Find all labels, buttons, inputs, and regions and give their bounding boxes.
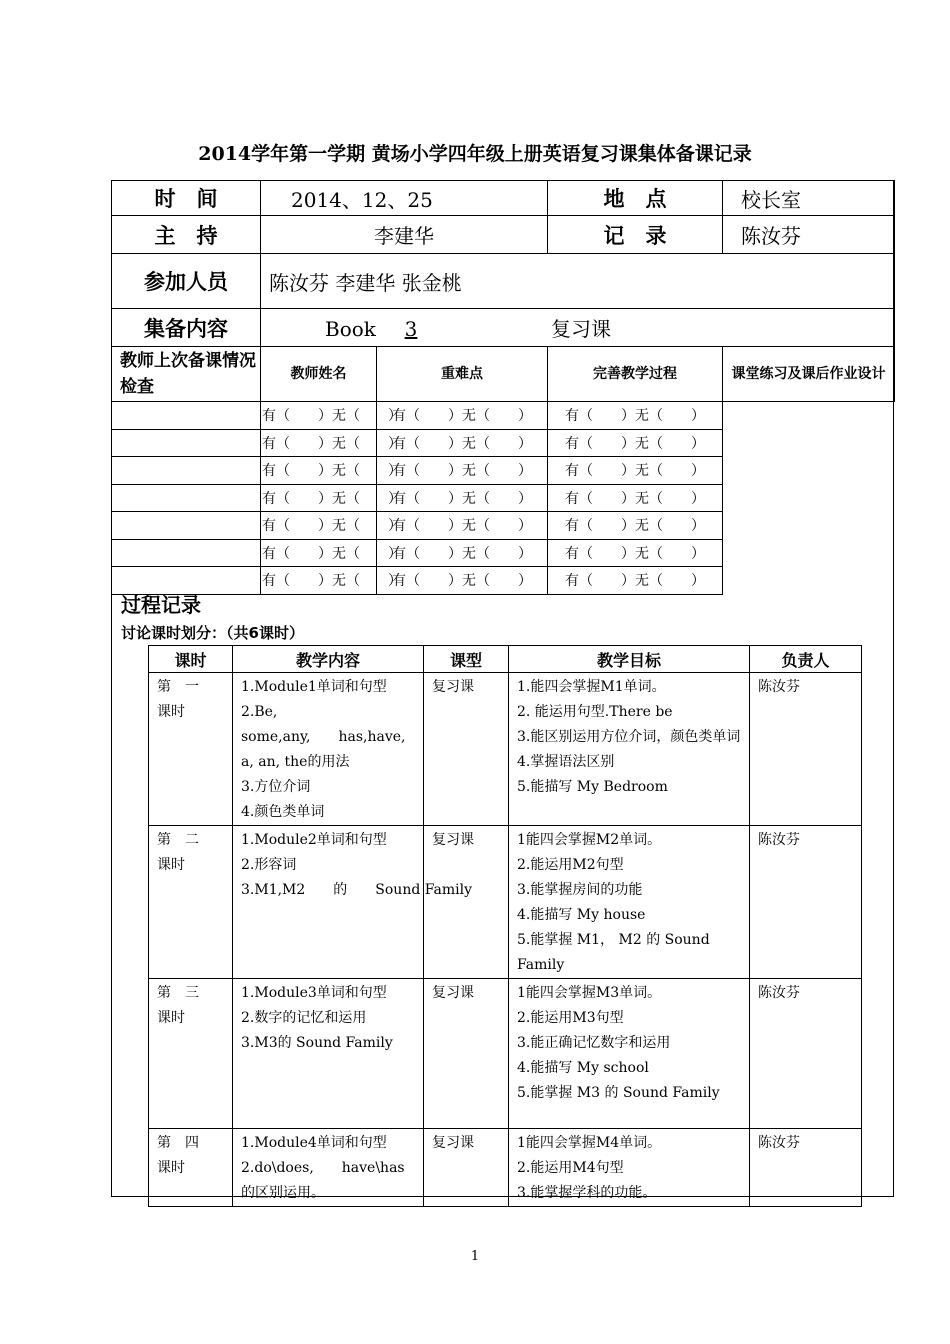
schedule-header-content: 教学内容 [233,646,424,673]
lesson-period: 第 一 课时 [149,673,233,826]
lesson-content-line: 2.Be, [241,704,278,720]
lesson-content-line: 3.方位介词 [241,779,311,795]
book-label: Book [325,317,376,341]
schedule-table [148,645,862,1207]
lesson-goal-line: 1能四会掌握M2单词。 [517,832,662,848]
lesson-goal-line: 2.能运用M3句型 [517,1010,624,1026]
check-row [112,512,895,540]
lesson-goal-line: 1能四会掌握M4单词。 [517,1135,662,1151]
lesson-type: 复习课 [424,826,509,979]
lesson-owner: 陈汝芬 [750,826,862,979]
lesson-row [149,673,862,826]
check-teacher-name [112,429,261,457]
content-label: 集备内容 [112,309,261,347]
recorder-label: 记 录 [548,216,723,254]
lesson-content-line: 3.M3的 Sound Family [241,1035,393,1051]
lesson-content [233,673,424,826]
content-value [261,309,895,347]
schedule-header-period: 课时 [149,646,233,673]
lesson-goal-line: 1.能四会掌握M1单词。 [517,679,666,695]
lesson-goal-line: 4.掌握语法区别 [517,754,615,770]
check-header-homework: 课堂练习及课后作业设计 [723,347,895,402]
lesson-goals [509,1129,750,1207]
lesson-owner: 陈汝芬 [750,673,862,826]
lesson-goal-line: 1能四会掌握M3单词。 [517,985,662,1001]
check-yes-no: 有（ ）无（ ） [261,512,377,540]
check-yes-no: 有（ ）无（ ） [261,402,377,430]
check-row [112,484,895,512]
check-yes-no: 有（ ）无（ ） [377,429,548,457]
lesson-goals [509,673,750,826]
check-yes-no: 有（ ）无（ ） [377,484,548,512]
lesson-goal-line: 3.能正确记忆数字和运用 [517,1035,671,1051]
lesson-content-line: 2.数字的记忆和运用 [241,1010,367,1026]
participants-value: 陈汝芬 李建华 张金桃 [261,254,895,309]
lesson-content-line: 1.Module1单词和句型 [241,679,387,695]
lesson-goal-line: 4.能描写 My house [517,907,646,923]
lesson-content [233,979,424,1129]
check-teacher-name [112,457,261,485]
lesson-content-line: 2.形容词 [241,857,297,873]
lesson-content-line: 4.颜色类单词 [241,804,325,820]
book-number: 3 [404,317,418,341]
lesson-type: 复习课 [424,979,509,1129]
check-header-teacher: 教师姓名 [261,347,377,402]
lesson-goals [509,826,750,979]
check-table [111,346,895,595]
check-row [112,567,895,595]
lesson-content-line: 1.Module4单词和句型 [241,1135,387,1151]
lesson-content-line: 的区别运用。 [241,1185,325,1201]
page-title: 2014学年第一学期 黄场小学四年级上册英语复习课集体备课记录 [198,143,752,165]
lesson-content-line: 2.do\does, have\has [241,1160,405,1176]
lesson-period: 第 二 课时 [149,826,233,979]
page-number: 1 [470,1249,480,1264]
check-yes-no: 有（ ）无（ ） [261,457,377,485]
lesson-content [233,1129,424,1207]
participants-label: 参加人员 [112,254,261,309]
process-subtitle: 讨论课时划分：（共6课时） [121,624,304,642]
lesson-owner: 陈汝芬 [750,979,862,1129]
schedule-header-type: 课型 [424,646,509,673]
check-yes-no: 有（ ）无（ ） [377,402,548,430]
time-label: 时 间 [112,181,261,216]
check-header-process: 完善教学过程 [548,347,723,402]
process-title: 过程记录 [121,593,201,617]
check-yes-no: 有（ ）无（ ） [548,539,723,567]
lesson-row [149,826,862,979]
host-value: 李建华 [261,216,548,254]
check-yes-no: 有（ ）无（ ） [261,484,377,512]
lesson-type: 复习课 [424,1129,509,1207]
check-yes-no: 有（ ）无（ ） [548,402,723,430]
check-label: 教师上次备课情况检查 [112,347,261,402]
lesson-row [149,979,862,1129]
check-yes-no: 有（ ）无（ ） [377,512,548,540]
check-yes-no: 有（ ）无（ ） [548,457,723,485]
check-teacher-name [112,512,261,540]
lesson-row [149,1129,862,1207]
check-teacher-name [112,484,261,512]
host-label: 主 持 [112,216,261,254]
lesson-type: 复习课 [424,673,509,826]
info-table [111,180,895,347]
lesson-content-line: 1.Module3单词和句型 [241,985,387,1001]
check-yes-no: 有（ ）无（ ） [548,484,723,512]
schedule-header-goals: 教学目标 [509,646,750,673]
check-row [112,457,895,485]
check-yes-no: 有（ ）无（ ） [261,429,377,457]
recorder-value: 陈汝芬 [723,216,895,254]
lesson-goal-line: 2.能运用M4句型 [517,1160,624,1176]
lesson-goals [509,979,750,1129]
check-yes-no: 有（ ）无（ ） [261,539,377,567]
place-value: 校长室 [723,181,895,216]
check-yes-no: 有（ ）无（ ） [548,429,723,457]
check-row [112,539,895,567]
lesson-goal-line: 3.能掌握房间的功能 [517,882,643,898]
lesson-goal-line: 5.能掌握 M1， M2 的 Sound Family [517,932,710,973]
lesson-owner: 陈汝芬 [750,1129,862,1207]
check-teacher-name [112,402,261,430]
lesson-content-line: a, an, the的用法 [241,754,350,770]
lesson-goal-line: 3.能区别运用方位介词，颜色类单词 [517,729,741,745]
check-yes-no: 有（ ）无（ ） [377,567,548,595]
lesson-content-line: 3.M1,M2 的 Sound Family [241,882,473,898]
content-type: 复习课 [551,317,611,341]
lesson-goal-line: 5.能描写 My Bedroom [517,779,668,795]
check-row [112,429,895,457]
schedule-header-owner: 负责人 [750,646,862,673]
check-yes-no: 有（ ）无（ ） [377,457,548,485]
check-yes-no: 有（ ）无（ ） [261,567,377,595]
lesson-content-line: some,any, has,have, [241,729,406,745]
check-teacher-name [112,539,261,567]
check-yes-no: 有（ ）无（ ） [548,567,723,595]
check-yes-no: 有（ ）无（ ） [377,539,548,567]
lesson-period: 第 四 课时 [149,1129,233,1207]
lesson-content-line: 1.Module2单词和句型 [241,832,387,848]
lesson-goal-line: 5.能掌握 M3 的 Sound Family [517,1085,720,1101]
lesson-goal-line: 4.能描写 My school [517,1060,649,1076]
place-label: 地 点 [548,181,723,216]
lesson-goal-line: 2. 能运用句型.There be [517,704,673,720]
check-row [112,402,895,430]
check-yes-no: 有（ ）无（ ） [548,512,723,540]
check-header-keypoints: 重难点 [377,347,548,402]
lesson-goal-line: 2.能运用M2句型 [517,857,624,873]
lesson-period: 第 三 课时 [149,979,233,1129]
lesson-goal-line: 3.能掌握学科的功能。 [517,1185,657,1201]
time-value: 2014、12、25 [261,181,548,216]
